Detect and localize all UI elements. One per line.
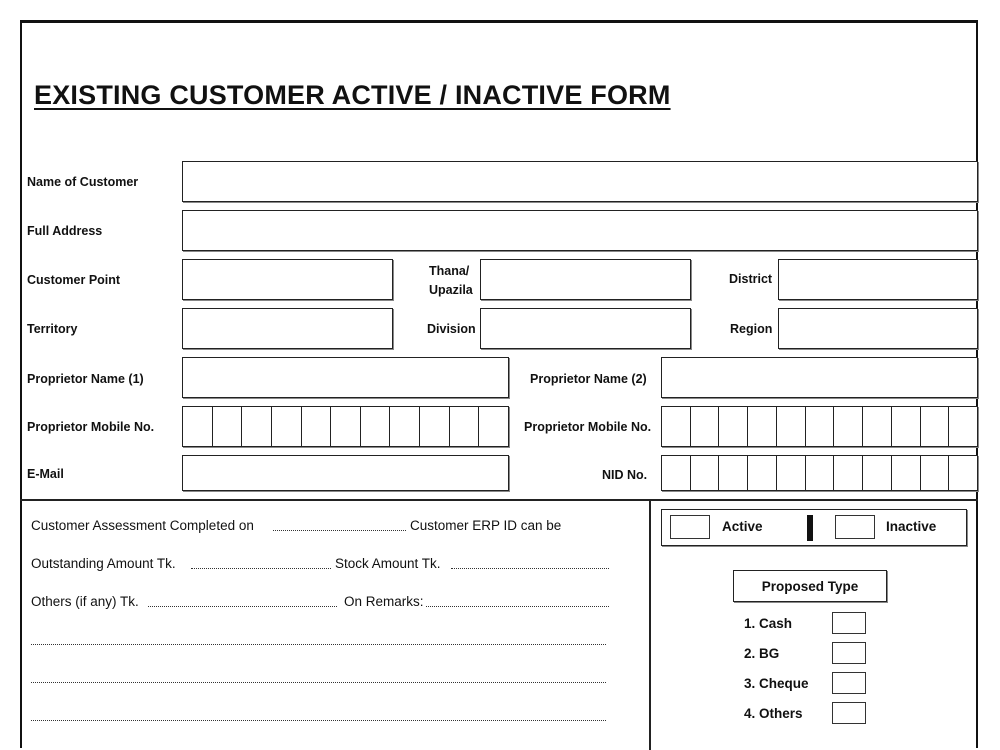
option-cash-label: 1. Cash — [744, 616, 793, 631]
option-others-checkbox[interactable] — [832, 702, 866, 724]
nid-label: NID No. — [602, 468, 648, 482]
inactive-checkbox[interactable] — [835, 515, 875, 539]
customer-point-field[interactable] — [182, 259, 393, 300]
district-label: District — [729, 272, 773, 286]
erp-id-label: Customer ERP ID can be — [410, 518, 562, 533]
thana-label-line2: Upazila — [429, 283, 473, 297]
outstanding-amount-line[interactable] — [191, 568, 331, 569]
proprietor-name-1-label: Proprietor Name (1) — [27, 372, 144, 386]
inactive-label: Inactive — [886, 519, 937, 534]
remarks-label: On Remarks: — [344, 594, 424, 609]
option-cash-checkbox[interactable] — [832, 612, 866, 634]
email-label: E-Mail — [27, 467, 64, 481]
division-field[interactable] — [480, 308, 691, 349]
customer-point-label: Customer Point — [27, 273, 121, 287]
proprietor-mobile-2-label: Proprietor Mobile No. — [524, 420, 652, 434]
thana-upazila-field[interactable] — [480, 259, 691, 300]
nid-field[interactable] — [661, 455, 978, 491]
assessment-date-line[interactable] — [273, 530, 406, 531]
remarks-continuation-line-1[interactable] — [31, 644, 606, 645]
option-cheque-label: 3. Cheque — [744, 676, 809, 691]
full-address-field[interactable] — [182, 210, 978, 251]
option-bg-checkbox[interactable] — [832, 642, 866, 664]
option-bg-label: 2. BG — [744, 646, 780, 661]
stock-amount-line[interactable] — [451, 568, 609, 569]
proprietor-mobile-1-field[interactable] — [182, 406, 509, 447]
active-label: Active — [722, 519, 763, 534]
proprietor-mobile-2-field[interactable] — [661, 406, 978, 447]
proposed-type-title: Proposed Type — [733, 570, 887, 602]
others-amount-line[interactable] — [148, 606, 337, 607]
proprietor-name-2-field[interactable] — [661, 357, 978, 398]
proprietor-mobile-1-label: Proprietor Mobile No. — [27, 420, 155, 434]
active-checkbox[interactable] — [670, 515, 710, 539]
district-field[interactable] — [778, 259, 978, 300]
name-of-customer-label: Name of Customer — [27, 175, 139, 189]
division-label: Division — [427, 322, 476, 336]
region-field[interactable] — [778, 308, 978, 349]
section-vertical-divider — [649, 500, 651, 750]
outstanding-amount-label: Outstanding Amount Tk. — [31, 556, 176, 571]
assessment-completed-label: Customer Assessment Completed on — [31, 518, 254, 533]
status-separator — [807, 515, 813, 541]
full-address-label: Full Address — [27, 224, 103, 238]
stock-amount-label: Stock Amount Tk. — [335, 556, 441, 571]
option-others-label: 4. Others — [744, 706, 803, 721]
proprietor-name-2-label: Proprietor Name (2) — [530, 372, 647, 386]
email-field[interactable] — [182, 455, 509, 491]
others-amount-label: Others (if any) Tk. — [31, 594, 139, 609]
option-cheque-checkbox[interactable] — [832, 672, 866, 694]
territory-label: Territory — [27, 322, 78, 336]
territory-field[interactable] — [182, 308, 393, 349]
proprietor-name-1-field[interactable] — [182, 357, 509, 398]
region-label: Region — [730, 322, 773, 336]
thana-label-line1: Thana/ — [429, 264, 470, 278]
remarks-continuation-line-2[interactable] — [31, 682, 606, 683]
remarks-line[interactable] — [426, 606, 609, 607]
remarks-continuation-line-3[interactable] — [31, 720, 606, 721]
section-divider — [20, 499, 978, 501]
name-of-customer-field[interactable] — [182, 161, 978, 202]
form-title: EXISTING CUSTOMER ACTIVE / INACTIVE FORM — [34, 80, 671, 110]
